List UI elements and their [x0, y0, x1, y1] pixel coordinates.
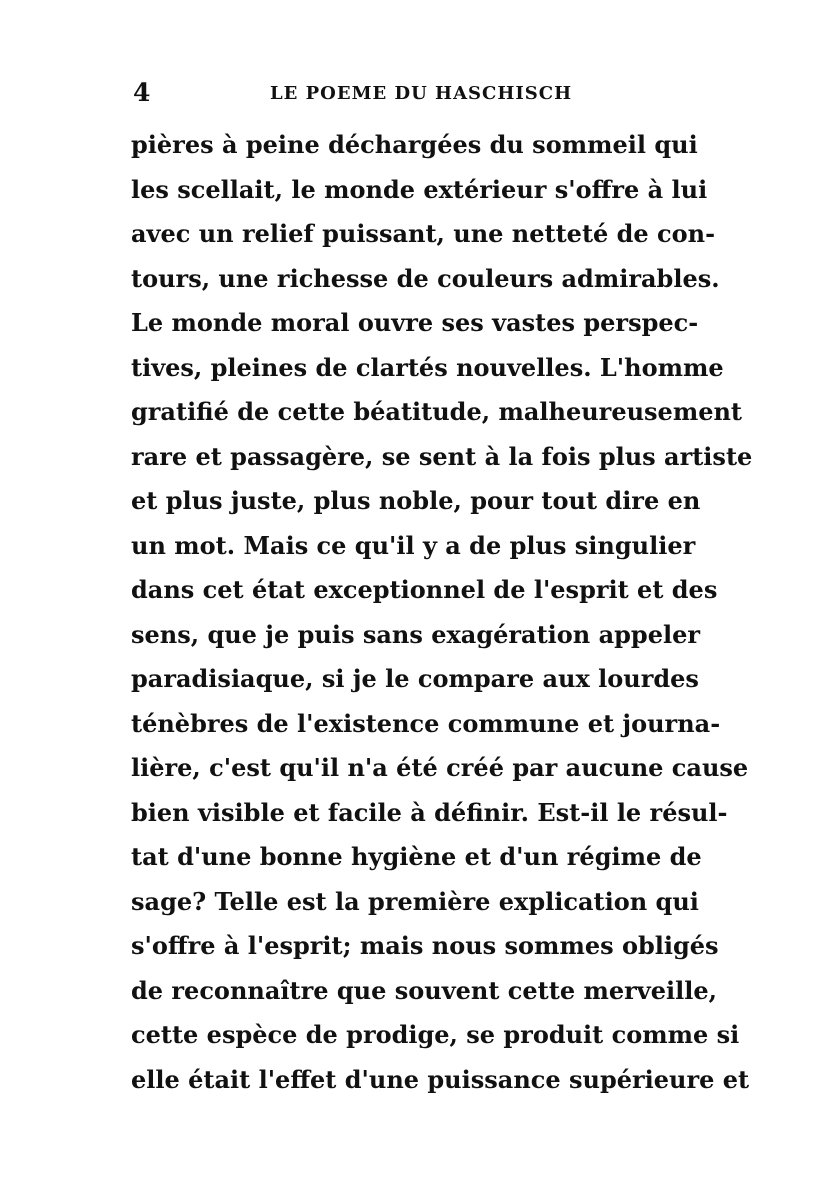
- text-line: gratifié de cette béatitude, malheureusement: [131, 397, 743, 426]
- text-line: et plus juste, plus noble, pour tout dire en: [131, 486, 701, 515]
- text-line: dans cet état exceptionnel de l'esprit et des: [131, 575, 718, 604]
- text-line: les scellait, le monde extérieur s'offre à lui: [131, 174, 708, 204]
- text-line: s'offre à l'esprit; mais nous sommes obligés: [131, 931, 719, 960]
- text-line: lière, c'est qu'il n'a été créé par aucune cause: [131, 753, 749, 782]
- body-text: [131, 123, 753, 1102]
- text-line: avec un relief puissant, une netteté de con-: [131, 219, 716, 248]
- page-number: 4: [133, 78, 151, 107]
- text-line: ténèbres de l'existence commune et journa-: [131, 708, 721, 738]
- text-line: tat d'une bonne hygiène et d'un régime de: [131, 842, 702, 871]
- text-line: sage? Telle est la première explication qui: [131, 886, 699, 916]
- text-line: Le monde moral ouvre ses vastes perspec-: [131, 308, 699, 337]
- text-line: pières à peine déchargées du sommeil qui: [131, 130, 698, 159]
- text-line: cette espèce de prodige, se produit comme si: [131, 1020, 740, 1049]
- text-line: tours, une richesse de couleurs admirables.: [131, 263, 720, 293]
- text-line: elle était l'effet d'une puissance supérieure et: [131, 1064, 750, 1094]
- text-line: de reconnaître que souvent cette merveille,: [131, 975, 717, 1005]
- text-line: tives, pleines de clartés nouvelles. L'homme: [131, 352, 724, 382]
- running-head: LE POEME DU HASCHISCH: [270, 83, 573, 104]
- text-line: un mot. Mais ce qu'il y a de plus singulier: [131, 530, 696, 560]
- text-line: sens, que je puis sans exagération appeler: [131, 619, 701, 649]
- text-line: bien visible et facile à définir. Est-il le résul-: [131, 797, 728, 827]
- text-line: rare et passagère, se sent à la fois plus artiste: [131, 441, 753, 471]
- text-line: paradisiaque, si je le compare aux lourdes: [131, 664, 699, 693]
